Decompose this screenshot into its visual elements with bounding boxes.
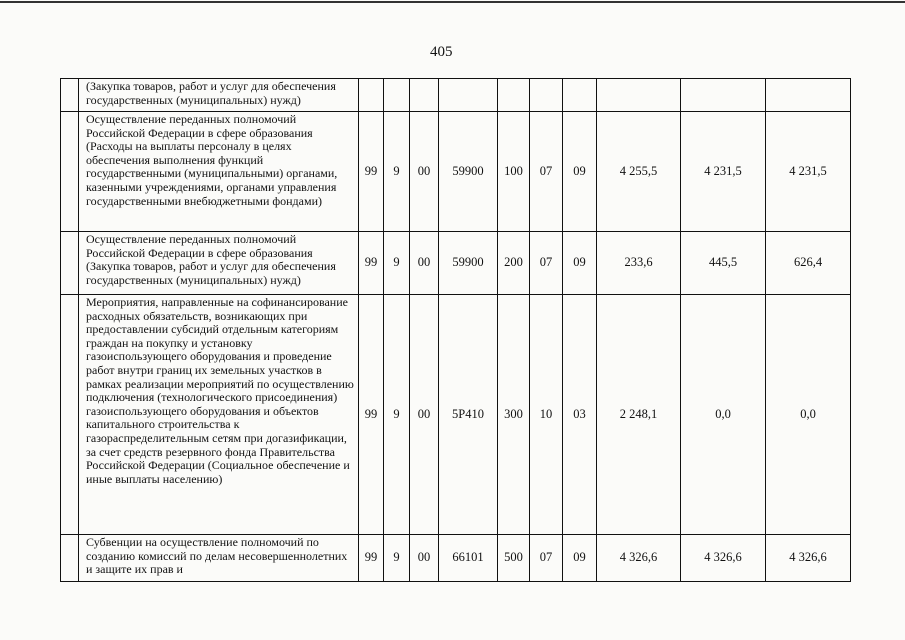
amount-year1-cell <box>597 79 681 112</box>
description-cell: Осуществление переданных полномочий Российской Федерации в сфере образования (Закупка товаров, работ и услуг для обеспечения государственных (муниципальных) нужд) <box>79 232 359 295</box>
table-row <box>61 232 851 295</box>
code-cell: 00 <box>410 295 439 535</box>
expense-type-cell: 500 <box>498 535 530 582</box>
expense-type-cell: 100 <box>498 112 530 232</box>
subsection-cell: 09 <box>563 535 597 582</box>
code-cell <box>359 79 384 112</box>
code-cell: 00 <box>410 535 439 582</box>
amount-year3-cell: 4 231,5 <box>766 112 851 232</box>
amount-year1-cell: 2 248,1 <box>597 295 681 535</box>
amount-year1-cell: 4 326,6 <box>597 535 681 582</box>
amount-year2-cell: 4 326,6 <box>681 535 766 582</box>
row-marker-cell <box>61 79 79 112</box>
section-cell: 07 <box>530 232 563 295</box>
expense-type-cell: 300 <box>498 295 530 535</box>
amount-year3-cell: 0,0 <box>766 295 851 535</box>
row-marker-cell <box>61 232 79 295</box>
amount-year3-cell: 626,4 <box>766 232 851 295</box>
expense-type-cell: 200 <box>498 232 530 295</box>
code-cell: 9 <box>384 535 410 582</box>
description-cell: (Закупка товаров, работ и услуг для обеспечения государственных (муниципальных) нужд) <box>79 79 359 112</box>
subsection-cell: 09 <box>563 112 597 232</box>
code-cell: 99 <box>359 232 384 295</box>
budget-table <box>60 78 851 582</box>
code-cell: 9 <box>384 112 410 232</box>
row-marker-cell <box>61 535 79 582</box>
subsection-cell: 03 <box>563 295 597 535</box>
code-cell: 00 <box>410 232 439 295</box>
description-cell: Субвенции на осуществление полномочий по созданию комиссий по делам несовершеннолетних и защите их прав и <box>79 535 359 582</box>
code-cell <box>410 79 439 112</box>
code-cell: 99 <box>359 295 384 535</box>
scan-top-edge <box>0 1 905 3</box>
code-cell: 66101 <box>439 535 498 582</box>
code-cell: 99 <box>359 535 384 582</box>
table-row <box>61 79 851 112</box>
description-cell: Мероприятия, направленные на софинансирование расходных обязательств, возникающих при предоставлении субсидий отдельным категориям граждан на покупку и установку газоиспользующего оборудования и проведение работ внутри границ их земельных участков в рамках реализации мероприятий по осуществлению подключения (технологического присоединения) газоиспользующего оборудования и объектов капитального строительства к газораспределительным сетям при догазификации, за счет средств резервного фонда Правительства Российской Федерации (Социальное обеспечение и иные выплаты населению) <box>79 295 359 535</box>
amount-year1-cell: 4 255,5 <box>597 112 681 232</box>
amount-year2-cell <box>681 79 766 112</box>
section-cell <box>530 79 563 112</box>
section-cell: 07 <box>530 535 563 582</box>
code-cell: 5P410 <box>439 295 498 535</box>
code-cell <box>439 79 498 112</box>
amount-year2-cell: 4 231,5 <box>681 112 766 232</box>
expense-type-cell <box>498 79 530 112</box>
section-cell: 07 <box>530 112 563 232</box>
code-cell: 59900 <box>439 112 498 232</box>
table-row <box>61 112 851 232</box>
table-row <box>61 295 851 535</box>
description-cell: Осуществление переданных полномочий Российской Федерации в сфере образования (Расходы на выплаты персоналу в целях обеспечения выполнения функций государственными (муниципальными) органами, казенными учреждениями, органами управления государственными внебюджетными фондами) <box>79 112 359 232</box>
subsection-cell: 09 <box>563 232 597 295</box>
amount-year1-cell: 233,6 <box>597 232 681 295</box>
row-marker-cell <box>61 112 79 232</box>
code-cell: 9 <box>384 232 410 295</box>
amount-year3-cell <box>766 79 851 112</box>
code-cell: 9 <box>384 295 410 535</box>
section-cell: 10 <box>530 295 563 535</box>
code-cell: 99 <box>359 112 384 232</box>
row-marker-cell <box>61 295 79 535</box>
code-cell <box>384 79 410 112</box>
table-row <box>61 535 851 582</box>
page-number: 405 <box>430 44 453 60</box>
amount-year2-cell: 445,5 <box>681 232 766 295</box>
code-cell: 59900 <box>439 232 498 295</box>
subsection-cell <box>563 79 597 112</box>
code-cell: 00 <box>410 112 439 232</box>
amount-year2-cell: 0,0 <box>681 295 766 535</box>
amount-year3-cell: 4 326,6 <box>766 535 851 582</box>
